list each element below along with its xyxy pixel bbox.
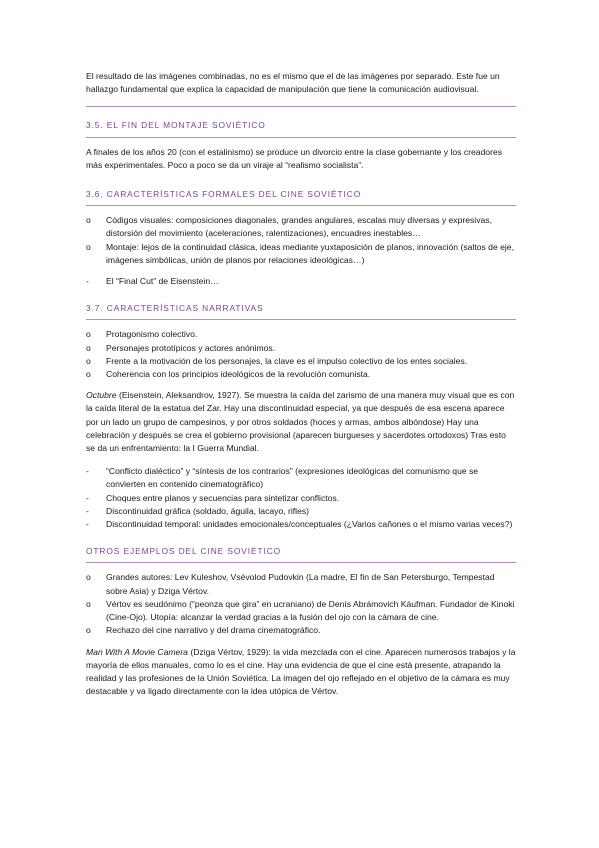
bullet-o: o [86, 598, 91, 609]
document-page [86, 70, 516, 708]
bullet-o: o [86, 572, 91, 583]
section-heading-otros: OTROS EJEMPLOS DEL CINE SOVIÉTICO [86, 539, 516, 563]
section-3-5-text: A finales de los años 20 (con el estalinismo) se produce un divorcio entre la clase gobernante y los creadores más experimentales. Poco a poco se da un viraje al “realismo socialista”. [86, 146, 503, 170]
bullet-o: o [86, 215, 91, 226]
intro-paragraph: El resultado de las imágenes combinadas, no es el mismo que el de las imágenes por separado. Este fue un hallazgo fundamental que explica la capacidad de manipulación que tiene la comunicación audiovisual. [86, 71, 500, 95]
octubre-dash-list [86, 465, 516, 531]
list-item: - Discontinuidad gráfica (soldado, águila, lacayo, rifles) [86, 505, 516, 518]
list-item: o Protagonismo colectivo. [86, 328, 516, 341]
list-item: o Coherencia con los principios ideológicos de la revolución comunista. [86, 368, 516, 381]
final-cut-list [86, 275, 516, 288]
list-item: o Personajes prototípicos y actores anónimos. [86, 342, 516, 355]
list-item: - Discontinuidad temporal: unidades emocionales/conceptuales (¿Varios cañones o el mismo varias veces?) [86, 518, 516, 531]
film-title-mwmc: Man With A Movie Camera [86, 646, 188, 657]
other-examples-list [86, 571, 516, 637]
list-item: o Vértov es seudónimo (“peonza que gira” en ucraniano) de Denís Abrámovich Káufman. Fundador de Kinoki (Cine-Ojo). Utopía: alcanzar la verdad gracias a la fusión del ojo con la cámara de cine. [86, 598, 515, 623]
section-divider [86, 106, 516, 107]
bullet-dash: - [86, 492, 89, 503]
formal-characteristics-list [86, 214, 516, 267]
list-item: - Choques entre planos y secuencias para sintetizar conflictos. [86, 492, 516, 505]
list-item: o Rechazo del cine narrativo y del drama cinematográfico. [86, 624, 516, 637]
section-heading-3-7: 3.7. CARACTERÍSTICAS NARRATIVAS [86, 296, 516, 320]
bullet-dash: - [86, 466, 89, 477]
bullet-o: o [86, 342, 91, 353]
list-item: o Frente a la motivación de los personajes, la clave es el impulso colectivo de los entes sociales. [86, 355, 516, 368]
film-title-octubre: Octubre [86, 390, 117, 401]
bullet-o: o [86, 369, 91, 380]
bullet-dash: - [86, 519, 89, 530]
section-heading-3-6: 3.6. CARACTERÍSTICAS FORMALES DEL CINE SOVIÉTICO [86, 182, 516, 206]
bullet-o: o [86, 355, 91, 366]
narrative-characteristics-list [86, 328, 516, 381]
bullet-o: o [86, 241, 91, 252]
bullet-o: o [86, 329, 91, 340]
list-item: o Códigos visuales: composiciones diagonales, grandes angulares, escalas muy diversas y expresivas, distorsión del movimiento (aceleraciones, ralentizaciones), encuadres inestables… [86, 215, 492, 239]
list-item: o Montaje: lejos de la continuidad clásica, ideas mediante yuxtaposición de planos, innovación (saltos de eje, imágenes simbólicas, unión de planos por relaciones ideológicas…) [86, 241, 514, 265]
section-heading-3-5: 3.5. EL FIN DEL MONTAJE SOVIÉTICO [86, 113, 516, 137]
octubre-paragraph: Octubre (Eisenstein, Aleksandrov, 1927). Se muestra la caída del zarismo de una manera muy visual que es con la caída literal de la estatua del Zar. Hay una discontinuidad especial, ya que después de esa escena aparece por un lado un grupo de campesinos, y por otros soldados (hoces y armas, ambos albóndose) Hay una celebración y después se crea el gobierno provisional (aparecen burgueses y sacerdotes ortodoxos) Tras esto se da un enfrentamiento: la I Guerra Mundial. [86, 390, 515, 454]
bullet-dash: - [86, 276, 89, 287]
list-item: o Grandes autores: Lev Kuleshov, Vsévolod Pudovkin (La madre, El fin de San Petersburgo, Tempestad sobre Asia) y Dziga Vértov. [86, 572, 495, 596]
bullet-o: o [86, 625, 91, 636]
list-item: - “Conflicto dialéctico” y “síntesis de los contrarios” (expresiones ideológicas del comunismo que se convierten en contenido cinematográfico) [86, 466, 479, 490]
list-item: - El “Final Cut” de Eisenstein… [86, 275, 516, 288]
bullet-dash: - [86, 505, 89, 516]
man-with-a-movie-camera-paragraph: Man With A Movie Camera (Dziga Vértov, 1929): la vida mezclada con el cine. Aparecen numerosos trabajos y la mayoría de ellos manuales, como lo es el cine. Hay una evidencia de que el cine está presente, atrapando la realidad y las profesiones de la Unión Soviética. La imagen del ojo reflejado en el objetivo de la cámara es muy destacable y va ligado directamente con la idea utópica de Vértov. [86, 646, 516, 697]
